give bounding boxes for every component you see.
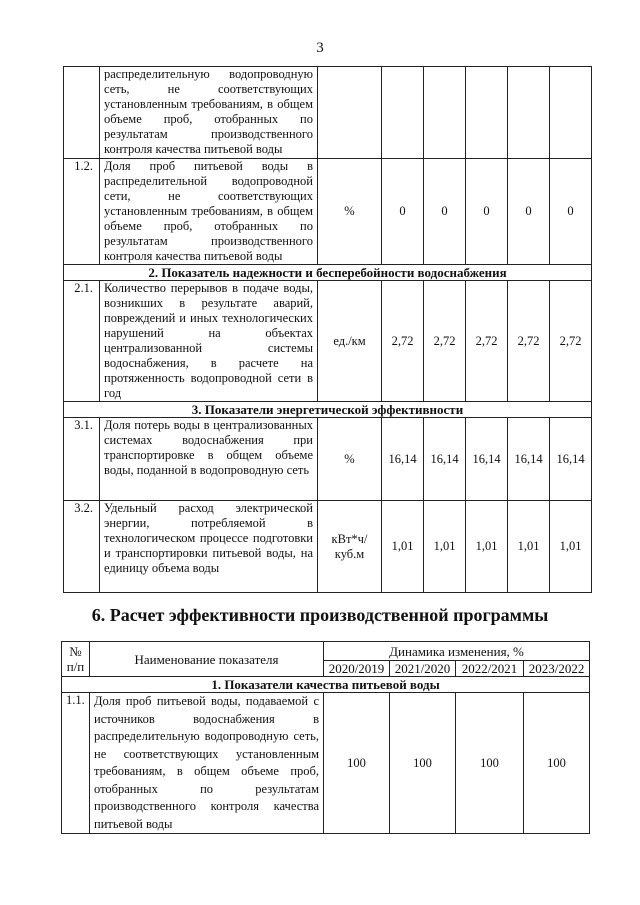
row-number: 1.2. (64, 159, 100, 265)
value-cell: 100 (324, 693, 390, 834)
value-cell: 2,72 (508, 281, 550, 402)
year-header: 2021/2020 (390, 661, 456, 677)
header-row (62, 642, 590, 661)
indicator-name: Доля потерь воды в централизованных системах водоснабжения при транспортировке в общем объеме воды, поданной в водопроводную сеть (100, 418, 318, 501)
value-cell: 2,72 (550, 281, 592, 402)
value-cell: 1,01 (382, 501, 424, 593)
indicator-name: распределительную водопроводную сеть, не соответствующих установленным требованиям, в общем объеме проб, отобранных по результатам производственного контроля качества питьевой воды (100, 67, 318, 159)
row-number: 2.1. (64, 281, 100, 402)
table-row (64, 418, 592, 501)
value-cell: 16,14 (424, 418, 466, 501)
indicator-name: Количество перерывов в подаче воды, возникших в результате аварий, повреждений и иных технологических нарушений на объектах централизованной системы водоснабжения, в расчете на протяженность водопроводной сети в год (100, 281, 318, 402)
value-cell: 100 (390, 693, 456, 834)
value-cell: 2,72 (466, 281, 508, 402)
indicators-table (63, 66, 592, 593)
year-header: 2023/2022 (524, 661, 590, 677)
section-title: 1. Показатели качества питьевой воды (62, 677, 590, 693)
year-header: 2022/2021 (456, 661, 524, 677)
value-cell: 16,14 (550, 418, 592, 501)
table-row (64, 67, 592, 159)
value-cell: 1,01 (550, 501, 592, 593)
unit-cell: % (318, 159, 382, 265)
section-title: 2. Показатель надежности и бесперебойности водоснабжения (64, 265, 592, 281)
value-cell: 1,01 (424, 501, 466, 593)
value-cell: 100 (456, 693, 524, 834)
row-number: 3.1. (64, 418, 100, 501)
section-row (62, 677, 590, 693)
efficiency-table (61, 641, 590, 834)
value-cell: 0 (424, 159, 466, 265)
page-number: 3 (316, 40, 324, 56)
value-cell: 0 (466, 159, 508, 265)
value-cell: 100 (524, 693, 590, 834)
section-row (64, 402, 592, 418)
col-number-header: № п/п (62, 642, 90, 677)
table-row (62, 693, 590, 834)
table-row (64, 159, 592, 265)
value-cell: 0 (382, 159, 424, 265)
year-header: 2020/2019 (324, 661, 390, 677)
value-cell: 2,72 (424, 281, 466, 402)
value-cell: 16,14 (466, 418, 508, 501)
value-cell: 1,01 (466, 501, 508, 593)
value-cell: 2,72 (382, 281, 424, 402)
table-row (64, 501, 592, 593)
section-heading: 6. Расчет эффективности производственной программы (91, 605, 549, 625)
value-cell: 16,14 (382, 418, 424, 501)
section-row (64, 265, 592, 281)
unit-cell: ед./км (318, 281, 382, 402)
value-cell: 0 (550, 159, 592, 265)
col-dynamics-header: Динамика изменения, % (324, 642, 590, 661)
row-number: 1.1. (62, 693, 90, 834)
indicator-name: Доля проб питьевой воды, подаваемой с источников водоснабжения в распределительную водопроводную сеть, не соответствующих установленным требованиям, в общем объеме проб, отобранных по результатам производственного контроля качества питьевой воды (90, 693, 324, 834)
unit-cell: % (318, 418, 382, 501)
row-number (64, 67, 100, 159)
indicator-name: Доля проб питьевой воды в распределительной водопроводной сети, не соответствующих установленным требованиям, в общем объеме проб, отобранных по результатам производственного контроля качества питьевой воды (100, 159, 318, 265)
section-title: 3. Показатели энергетической эффективности (64, 402, 592, 418)
col-name-header: Наименование показателя (90, 642, 324, 677)
value-cell: 0 (508, 159, 550, 265)
row-number: 3.2. (64, 501, 100, 593)
unit-cell: кВт*ч/ куб.м (318, 501, 382, 593)
indicator-name: Удельный расход электрической энергии, потребляемой в технологическом процессе подготовки и транспортировки питьевой воды, на единицу объема воды (100, 501, 318, 593)
value-cell: 1,01 (508, 501, 550, 593)
value-cell: 16,14 (508, 418, 550, 501)
table-row (64, 281, 592, 402)
